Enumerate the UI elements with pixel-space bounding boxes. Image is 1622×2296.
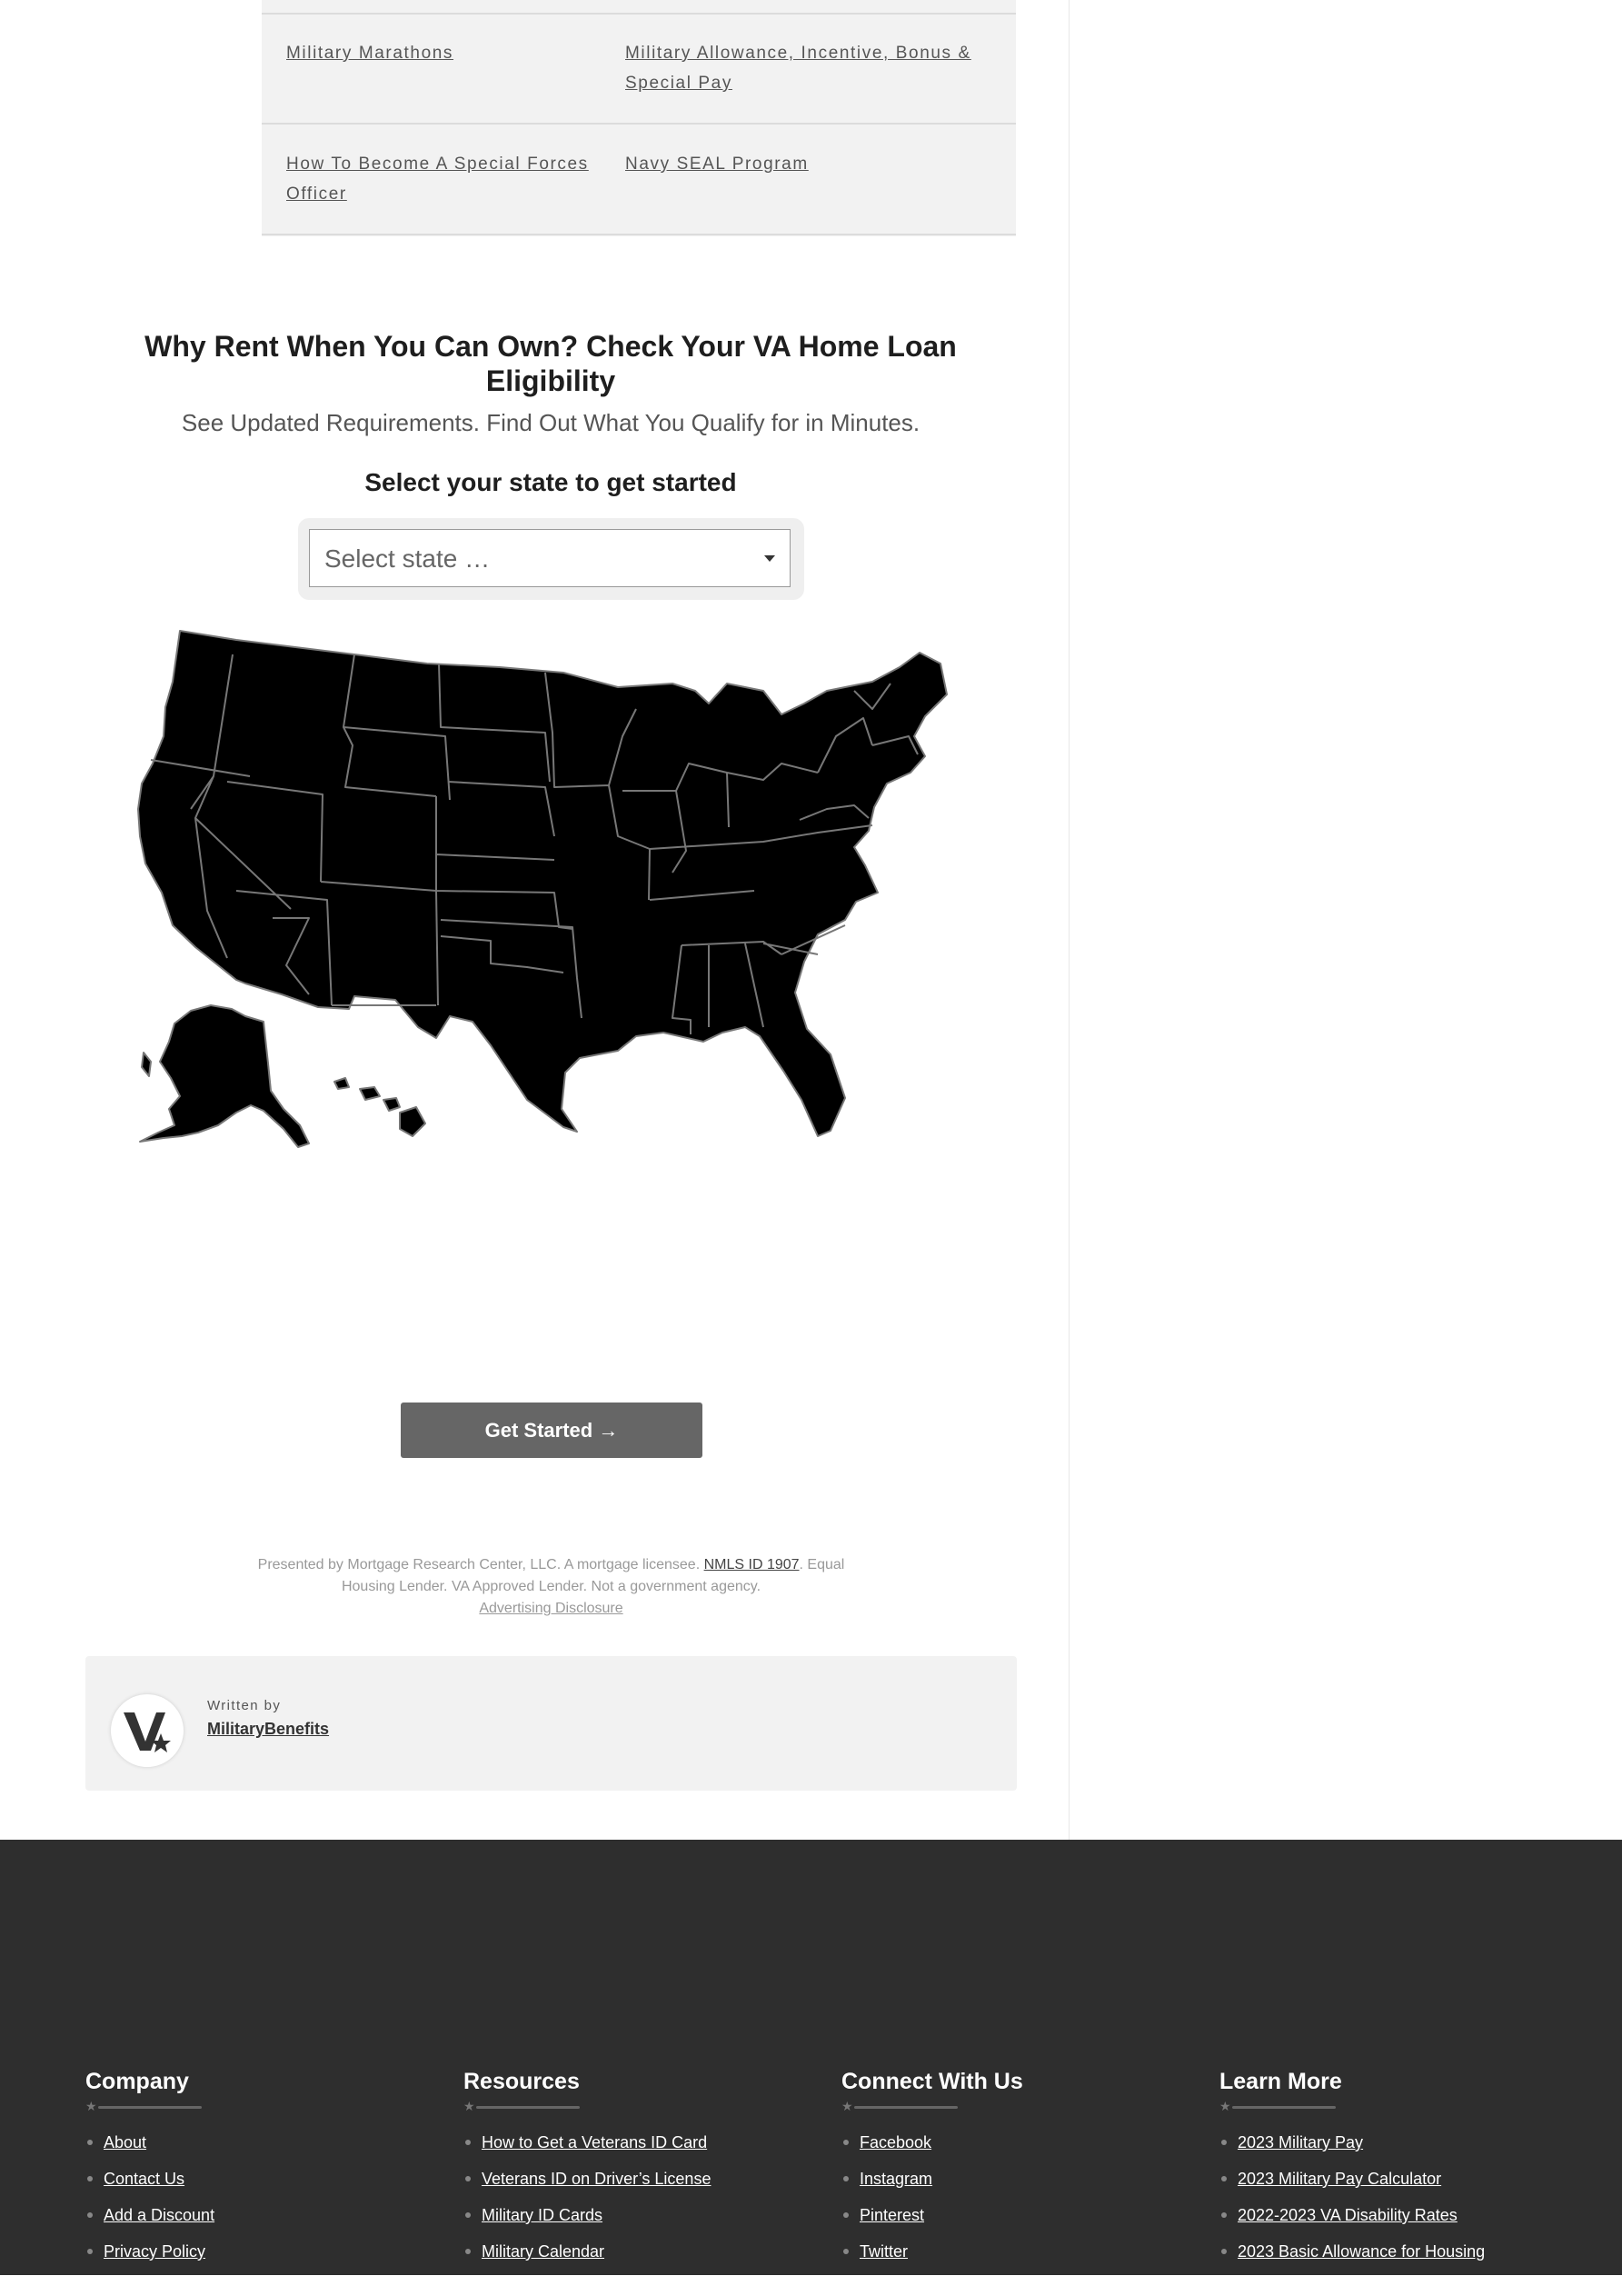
- heading-divider: [463, 2101, 580, 2112]
- militarybenefits-logo-icon: [111, 1694, 184, 1767]
- footer-link-military-pay-calculator[interactable]: 2023 Military Pay Calculator: [1238, 2170, 1442, 2188]
- list-item: [841, 2205, 1205, 2241]
- get-started-button[interactable]: Get Started →: [401, 1403, 702, 1458]
- list-item: [463, 2241, 827, 2278]
- state-select-placeholder: Select state …: [324, 544, 491, 573]
- star-icon: ★: [463, 2099, 475, 2113]
- nmls-link[interactable]: NMLS ID 1907: [703, 1557, 800, 1572]
- state-select-wrapper: [298, 518, 804, 600]
- table-row-divider: [262, 234, 1016, 235]
- written-by-label: Written by: [207, 1698, 282, 1713]
- heading-divider: [85, 2101, 202, 2112]
- footer-column-learn-more: [1219, 2067, 1583, 2278]
- list-item: [1219, 2241, 1583, 2278]
- map-hawaii-3: [383, 1098, 400, 1111]
- list-item: [1219, 2132, 1583, 2169]
- list-item: [463, 2169, 827, 2205]
- footer-link-basic-allowance-housing[interactable]: 2023 Basic Allowance for Housing: [1238, 2242, 1486, 2261]
- map-hawaii-4: [400, 1107, 425, 1136]
- table-row-divider: [262, 13, 1016, 15]
- state-select[interactable]: [309, 529, 791, 587]
- chevron-down-icon: [764, 555, 775, 562]
- va-loan-subtitle: See Updated Requirements. Find Out What You Qualify for in Minutes.: [181, 409, 920, 436]
- footer-link-va-disability-rates[interactable]: 2022-2023 VA Disability Rates: [1238, 2206, 1458, 2224]
- footer-link-instagram[interactable]: Instagram: [860, 2170, 933, 2188]
- map-alaska-island: [142, 1053, 151, 1076]
- footer-link-about[interactable]: About: [104, 2133, 147, 2151]
- list-item: [1219, 2205, 1583, 2241]
- footer-link-veterans-id-card[interactable]: How to Get a Veterans ID Card: [482, 2133, 708, 2151]
- footer-heading: Connect With Us: [841, 2069, 1023, 2094]
- site-footer: [0, 1840, 1622, 2275]
- table-row-divider: [262, 123, 1016, 125]
- sidebar-divider: [1069, 0, 1070, 1840]
- heading-divider: [841, 2101, 958, 2112]
- footer-link-twitter[interactable]: Twitter: [860, 2242, 909, 2261]
- related-link-military-allowance[interactable]: Military Allowance, Incentive, Bonus & Special Pay: [625, 44, 971, 93]
- footer-link-military-id-cards[interactable]: Military ID Cards: [482, 2206, 603, 2224]
- related-link-navy-seal-program[interactable]: Navy SEAL Program: [625, 155, 809, 174]
- related-link-military-marathons[interactable]: Military Marathons: [286, 44, 454, 63]
- footer-link-contact-us[interactable]: Contact Us: [104, 2170, 185, 2188]
- heading-divider: [1219, 2101, 1336, 2112]
- state-select-prompt: Select your state to get started: [364, 468, 737, 496]
- list-item: [841, 2169, 1205, 2205]
- footer-column-connect: [841, 2067, 1205, 2278]
- lender-disclaimer: [236, 1554, 866, 1620]
- list-item: [463, 2205, 827, 2241]
- list-item: [85, 2205, 449, 2241]
- disclaimer-text-suffix: . Equal Housing Lender. VA Approved Lender. Not a government agency.: [341, 1557, 845, 1594]
- list-item: [85, 2169, 449, 2205]
- star-icon: ★: [841, 2099, 853, 2113]
- footer-column-company: [85, 2067, 449, 2278]
- list-item: [463, 2132, 827, 2169]
- list-item: [85, 2132, 449, 2169]
- star-icon: ★: [85, 2099, 97, 2113]
- disclaimer-text-prefix: Presented by Mortgage Research Center, LLC. A mortgage licensee.: [257, 1557, 701, 1572]
- related-link-special-forces-officer[interactable]: How To Become A Special Forces Officer: [286, 155, 589, 204]
- author-link[interactable]: MilitaryBenefits: [207, 1720, 330, 1738]
- star-icon: ★: [1219, 2099, 1231, 2113]
- footer-link-2023-military-pay[interactable]: 2023 Military Pay: [1238, 2133, 1364, 2151]
- footer-heading: Company: [85, 2069, 189, 2094]
- footer-column-resources: [463, 2067, 827, 2278]
- footer-heading: Learn More: [1219, 2069, 1342, 2094]
- footer-heading: Resources: [463, 2069, 580, 2094]
- va-loan-title: Why Rent When You Can Own? Check Your VA Home Loan Eligibility: [144, 330, 957, 397]
- footer-link-military-calendar[interactable]: Military Calendar: [482, 2242, 605, 2261]
- list-item: [841, 2241, 1205, 2278]
- footer-link-pinterest[interactable]: Pinterest: [860, 2206, 925, 2224]
- list-item: [841, 2132, 1205, 2169]
- footer-link-privacy-policy[interactable]: Privacy Policy: [104, 2242, 206, 2261]
- advertising-disclosure-link[interactable]: Advertising Disclosure: [479, 1601, 623, 1616]
- page-bottom-edge: [0, 2275, 1622, 2296]
- list-item: [1219, 2169, 1583, 2205]
- map-alaska: [140, 1005, 309, 1147]
- us-states-map[interactable]: [127, 627, 954, 1154]
- related-links-table: [262, 0, 1016, 236]
- map-hawaii-1: [334, 1078, 349, 1089]
- author-box: [85, 1656, 1017, 1791]
- map-hawaii-2: [360, 1087, 380, 1100]
- list-item: [85, 2241, 449, 2278]
- footer-link-veterans-id-drivers-license[interactable]: Veterans ID on Driver’s License: [482, 2170, 711, 2188]
- footer-link-add-a-discount[interactable]: Add a Discount: [104, 2206, 215, 2224]
- footer-link-facebook[interactable]: Facebook: [860, 2133, 932, 2151]
- avatar[interactable]: [111, 1694, 184, 1767]
